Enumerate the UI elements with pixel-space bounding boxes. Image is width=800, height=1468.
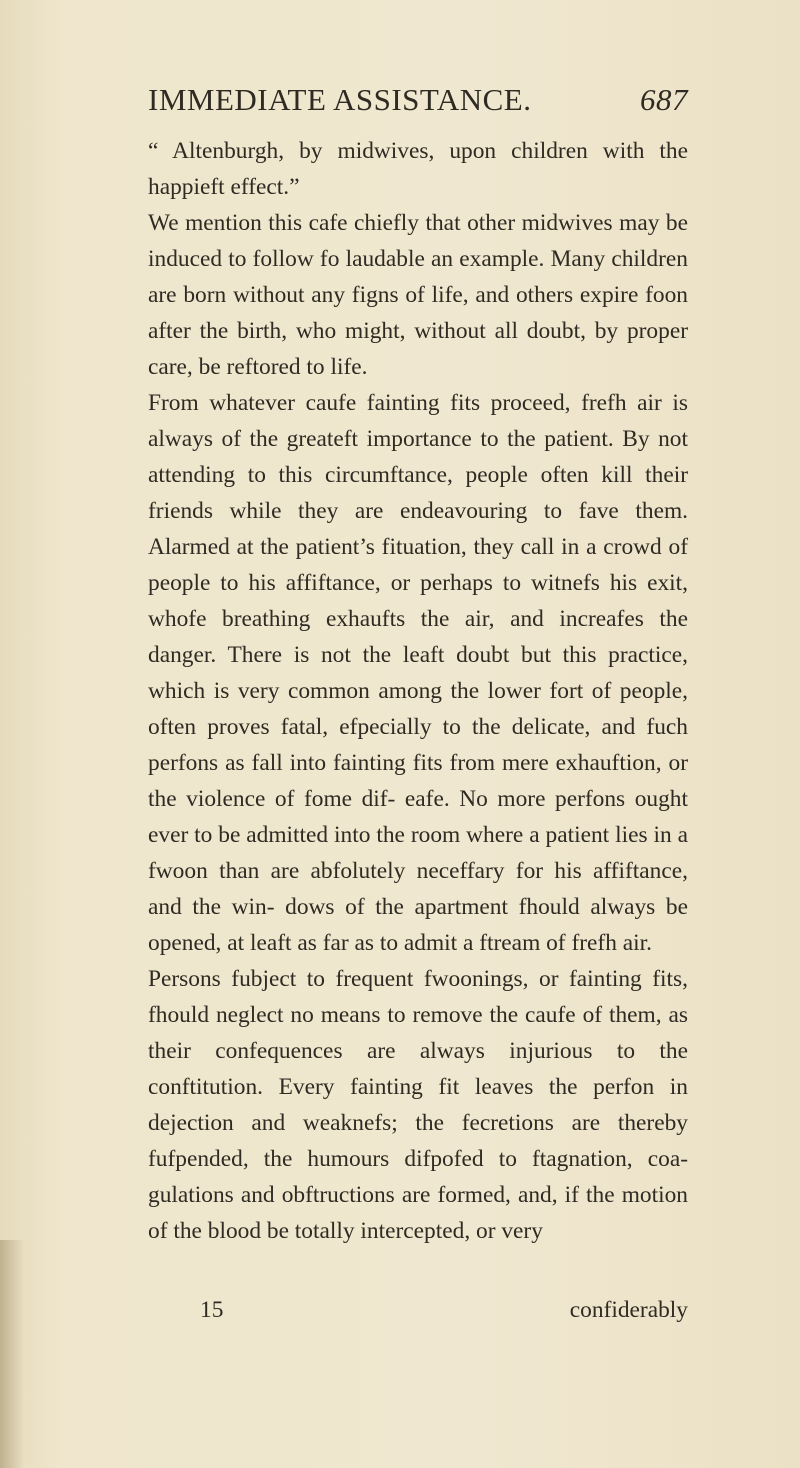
signature-mark: 15 [200,1297,224,1323]
page-number: 687 [640,82,688,117]
running-header [148,82,688,122]
paragraph-we-mention: We mention this cafe chiefly that other midwives may be induced to follow fo laudable an example. Many children are born without any figns of life, and others expire foon after the birth, who might, without all doubt, by proper care, be reftored to life. [148,210,688,380]
paragraph-quote-end: “ Altenburgh, by midwives, upon children with the happieft effect.” [148,138,688,200]
page-edge-stain [0,1240,24,1468]
paragraph-persons-subject: Persons fubject to frequent fwoonings, or fainting fits, fhould neglect no means to remove the caufe of them, as their confequences are always injurious to the conftitution. Every fainting fit leaves the perfon in dejection and weaknefs; the fecretions are thereby fufpended, the humours difpofed to ftagnation, coa- gulations and obftructions are formed, and, if the motion of the blood be totally intercepted, or very [148,966,688,1244]
body-text [148,133,688,1249]
header-title: IMMEDIATE ASSISTANCE. [148,82,532,117]
paragraph-fresh-air: From whatever caufe fainting fits proceed, frefh air is always of the greateft importance to the patient. By not attending to this circumftance, people often kill their friends while they are endeavouring to fave them. Alarmed at the patient’s fituation, they call in a crowd of people to his affiftance, or perhaps to witnefs his exit, whofe breathing exhaufts the air, and increafes the danger. There is not the leaft doubt but this practice, which is very common among the lower fort of people, often proves fatal, efpecially to the delicate, and fuch perfons as fall into fainting fits from mere exhauftion, or the violence of fome dif- eafe. No more perfons ought ever to be admitted into the room where a patient lies in a fwoon than are abfolutely neceffary for his affiftance, and the win- dows of the apartment fhould always be opened, at leaft as far as to admit a ftream of frefh air. [148,390,688,956]
page-footer [200,1297,688,1333]
catchword: confiderably [569,1297,688,1323]
